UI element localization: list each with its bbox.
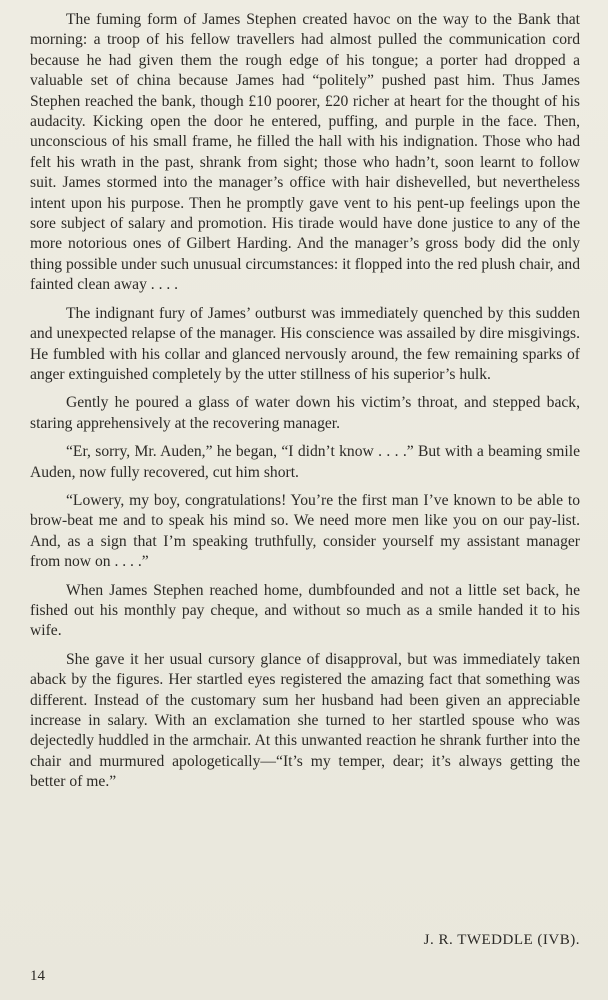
author-signature: J. R. TWEDDLE (IVB).: [423, 932, 580, 948]
paragraph-5: “Lowery, my boy, congratulations! You’re the first man I’ve known to be able to brow-beat me and to speak his mind so. We need more men like you on our pay-list. And, as a sign that I’m speaking truthfully, consider yourself my assistant manager from now on . . . .”: [30, 491, 580, 571]
story-text: [30, 10, 580, 801]
paragraph-2: The indignant fury of James’ outburst was immediately quenched by this sudden and unexpected relapse of the manager. His conscience was assailed by dire misgivings. He fumbled with his collar and glanced nervously around, the few remaining sparks of anger extinguished completely by the utter stillness of his superior’s hulk.: [30, 304, 580, 383]
paragraph-1: The fuming form of James Stephen created havoc on the way to the Bank that morning: a troop of his fellow travellers had almost pulled the communication cord because he had given them the rough edge of his tongue; a porter had dropped a valuable set of china because James had “politely” pushed past him. Thus James Stephen reached the bank, though £10 poorer, £20 richer at heart for the thought of his audacity. Kicking open the door he entered, puffing, and purple in the face. Then, unconscious of his small frame, he filled the hall with his indignation. Those who had felt his wrath in the past, shrank from sight; those who hadn’t, soon learnt to follow suit. James stormed into the manager’s office with hair dishevelled, but nevertheless intent upon his purpose. Then he promptly gave vent to his pent-up feelings upon the sore subject of salary and promotion. His tirade would have done justice to any of the more notorious ones of Gilbert Harding. And the manager’s gross body did the only thing possible under such unusual circumstances: it flopped into the red plush chair, and fainted clean away . . . .: [30, 11, 580, 294]
page-number: 14: [30, 968, 45, 984]
paragraph-4: “Er, sorry, Mr. Auden,” he began, “I didn’t know . . . .” But with a beaming smile Auden, now fully recovered, cut him short.: [30, 443, 580, 481]
paragraph-6: When James Stephen reached home, dumbfounded and not a little set back, he fished out his monthly pay cheque, and without so much as a smile handed it to his wife.: [30, 581, 580, 640]
paragraph-7: She gave it her usual cursory glance of disapproval, but was immediately taken aback by the figures. Her startled eyes registered the amazing fact that something was different. Instead of the customary sum her husband had been given an appreciable increase in salary. With an exclamation she turned to her startled spouse who was dejectedly huddled in the armchair. At this unwanted reaction he shrank further into the chair and murmured apologetically—“It’s my temper, dear; it’s always getting the better of me.”: [30, 650, 580, 791]
paragraph-3: Gently he poured a glass of water down his victim’s throat, and stepped back, staring apprehensively at the recovering manager.: [30, 394, 580, 432]
